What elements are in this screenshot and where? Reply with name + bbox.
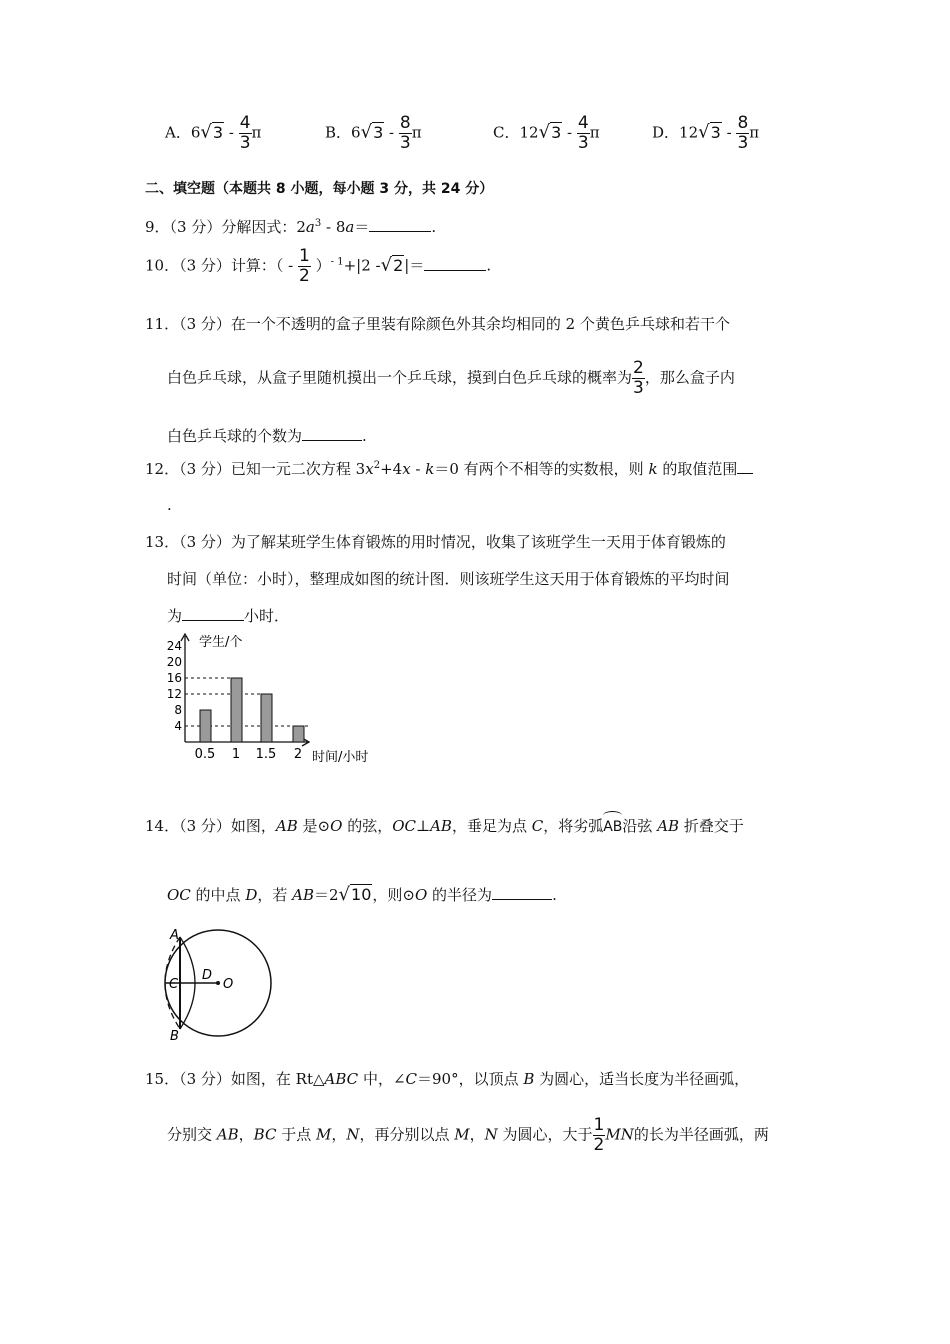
bar xyxy=(293,726,304,742)
arc-ab: AB xyxy=(603,819,622,835)
fraction: $\frac{8}{3}$ xyxy=(737,113,749,153)
arc-icon xyxy=(603,811,622,820)
question-9: 9．（3 分）分解因式：$2a^3 - 8a=$ . xyxy=(145,218,437,236)
question-11-line-2: 白色乒乓球，从盒子里随机摸出一个乒乓球，摸到白色乒乓球的概率为 $\frac{2}{3}$ ，那么盒子内 xyxy=(167,358,735,398)
sqrt-icon: √ xyxy=(360,121,373,143)
label-o: O xyxy=(223,977,234,992)
answer-blank[interactable] xyxy=(302,440,362,441)
fraction: $\frac{1}{2}$ xyxy=(593,1115,605,1155)
option-a: A．6√3 - $\frac{4}{3}$ π xyxy=(165,113,262,153)
sqrt-icon: √ xyxy=(200,121,212,143)
y-tick-label: 16 xyxy=(166,671,182,685)
question-15-line-2: 分别交 AB，BC 于点 M，N，再分别以点 M，N 为圆心，大于 $\frac{1}{2}$ MN的长为半径画弧，两 xyxy=(167,1115,769,1155)
fraction: $\frac{2}{3}$ xyxy=(633,358,644,398)
sqrt-icon: √ xyxy=(338,884,351,905)
question-13-line-2: 时间（单位：小时），整理成如图的统计图．则该班学生这天用于体育锻炼的平均时间 xyxy=(167,570,730,588)
answer-blank[interactable] xyxy=(492,899,552,900)
bar-chart xyxy=(160,630,400,770)
answer-blank[interactable] xyxy=(737,473,753,474)
question-14-line-2: OC 的中点 D，若 AB＝2√10，则⊙O 的半径为 . xyxy=(167,884,557,905)
question-10: 10．（3 分）计算：（ - $\frac{1}{2}$ ）$^{- 1}$+|2 -√2|＝ . xyxy=(145,246,492,286)
option-c: C．12√3 - $\frac{4}{3}$ π xyxy=(493,113,600,153)
option-b: B．6√3 - $\frac{8}{3}$ π xyxy=(325,113,422,153)
answer-blank[interactable] xyxy=(424,270,486,271)
y-tick-label: 12 xyxy=(166,687,182,701)
x-tick-label: 0.5 xyxy=(194,747,216,762)
question-12: 12．（3 分）已知一元二次方程 $3x^2+4x - k=0$ 有两个不相等的实数根，则 k 的取值范围 xyxy=(145,458,753,479)
sqrt-icon: √ xyxy=(698,121,710,143)
label-b: B xyxy=(170,1029,179,1044)
fraction: $\frac{4}{3}$ xyxy=(239,113,251,153)
question-11-line-1: 11．（3 分）在一个不透明的盒子里装有除颜色外其余均相同的 2 个黄色乒乓球和若干个 xyxy=(145,315,730,333)
y-tick-label: 8 xyxy=(174,703,182,717)
section-title: 二、填空题（本题共 8 小题，每小题 3 分，共 24 分） xyxy=(145,181,494,197)
question-15-line-1: 15．（3 分）如图，在 Rt△ABC 中，∠C＝90°，以顶点 B 为圆心，适当长度为半径画弧， xyxy=(145,1070,750,1088)
question-12-end: . xyxy=(167,496,172,514)
x-tick-label: 1 xyxy=(231,747,241,762)
question-13-line-3: 为 小时． xyxy=(167,607,290,625)
bar xyxy=(231,678,242,742)
sqrt-icon: √ xyxy=(538,121,551,143)
y-tick-label: 4 xyxy=(174,719,182,733)
circle-figure xyxy=(160,925,280,1045)
x-axis-label: 时间/小时 xyxy=(312,750,369,765)
label-d: D xyxy=(202,968,213,983)
option-d: D．12√3 - $\frac{8}{3}$ π xyxy=(652,113,760,153)
bar xyxy=(200,710,211,742)
question-13-line-1: 13．（3 分）为了解某班学生体育锻炼的用时情况，收集了该班学生一天用于体育锻炼的 xyxy=(145,533,726,551)
x-tick-label: 2 xyxy=(293,747,303,762)
fraction: $\frac{1}{2}$ xyxy=(299,246,310,286)
y-tick-label: 20 xyxy=(166,655,182,669)
fraction: $\frac{8}{3}$ xyxy=(399,113,411,153)
y-tick-label: 24 xyxy=(166,639,182,653)
answer-blank[interactable] xyxy=(182,620,244,621)
fraction: $\frac{4}{3}$ xyxy=(577,113,589,153)
answer-blank[interactable] xyxy=(369,231,431,232)
sqrt-icon: √ xyxy=(380,254,393,276)
y-axis-label: 学生/个 xyxy=(199,635,243,650)
bar xyxy=(261,694,272,742)
question-11-line-3: 白色乒乓球的个数为 . xyxy=(167,427,367,445)
center-point xyxy=(216,981,220,985)
label-a: A xyxy=(170,928,179,943)
label-c: C xyxy=(169,977,179,992)
question-14-line-1: 14．（3 分）如图，AB 是⊙O 的弦，OC⊥AB，垂足为点 C，将劣弧 AB沿弦 AB 折叠交于 xyxy=(145,815,744,836)
x-tick-label: 1.5 xyxy=(255,747,277,762)
